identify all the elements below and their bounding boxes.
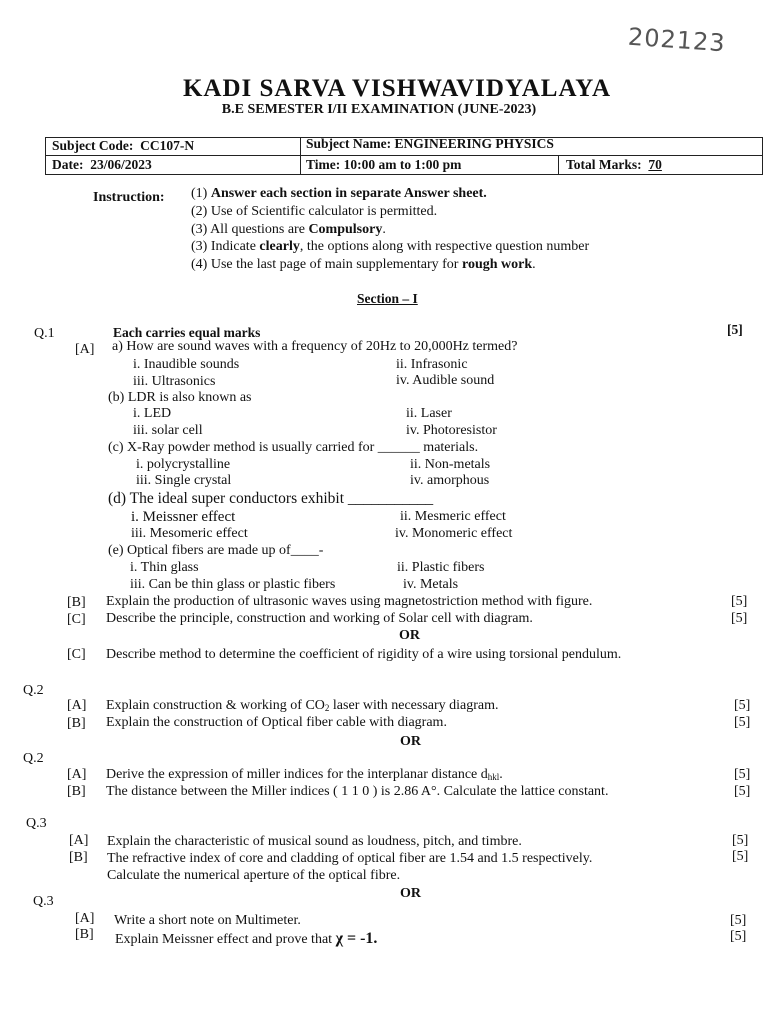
q3-a-label: [A]	[69, 833, 89, 848]
mcq-a-option-3: iii. Ultrasonics	[133, 374, 216, 389]
subject-code: Subject Code: CC107-N	[52, 138, 195, 153]
mcq-c-option-1: i. polycrystalline	[136, 457, 231, 472]
q2-alt-label: Q.2	[23, 751, 44, 766]
subject-name: Subject Name: ENGINEERING PHYSICS	[306, 136, 554, 151]
instruction-4: (3) Indicate clearly, the options along with respective question number	[191, 239, 590, 254]
q1-marks: [5]	[727, 322, 743, 337]
mcq-e-option-2: ii. Plastic fibers	[397, 560, 485, 575]
q1-b-label: [B]	[67, 595, 86, 610]
mcq-c-option-4: iv. amorphous	[410, 473, 490, 488]
q2-b-marks: [5]	[734, 715, 751, 730]
q2-alt-b-text: The distance between the Miller indices ( 1 1 0 ) is 2.86 A°. Calculate the lattice constant.	[106, 784, 609, 799]
mcq-c-option-3: iii. Single crystal	[136, 473, 232, 488]
q2-alt-b-label: [B]	[67, 784, 86, 799]
mcq-d-option-4: iv. Monomeric effect	[395, 526, 513, 541]
instruction-5: (4) Use the last page of main supplementary for rough work.	[191, 257, 536, 272]
instruction-3: (3) All questions are Compulsory.	[191, 222, 386, 237]
mcq-b-option-3: iii. solar cell	[133, 423, 203, 438]
q1-heading: Each carries equal marks	[113, 325, 261, 340]
q2-b-label: [B]	[67, 716, 86, 731]
q1-b-text: Explain the production of ultrasonic waves using magnetostriction method with figure.	[106, 594, 593, 609]
instruction-label: Instruction:	[93, 190, 165, 205]
exam-time: Time: 10:00 am to 1:00 pm	[306, 157, 462, 172]
mcq-c-question: (c) X-Ray powder method is usually carried for ______ materials.	[108, 440, 479, 455]
handwritten-number: 202123	[627, 22, 727, 58]
mcq-e-option-1: i. Thin glass	[130, 560, 199, 575]
instruction-1: (1) Answer each section in separate Answer sheet.	[191, 186, 487, 201]
q1-c-alt-text: Describe method to determine the coefficient of rigidity of a wire using torsional pendulum.	[106, 647, 622, 662]
q1-c-alt-label: [C]	[67, 647, 86, 662]
mcq-d-option-1: i. Meissner effect	[131, 509, 236, 525]
q3-alt-b-text: Explain Meissner effect and prove that χ = -1.	[115, 930, 378, 947]
q1-or: OR	[399, 628, 420, 643]
mcq-b-option-2: ii. Laser	[406, 406, 452, 421]
mcq-b-option-1: i. LED	[133, 406, 172, 421]
q3-b-text-2: Calculate the numerical aperture of the optical fibre.	[107, 868, 401, 883]
exam-title: B.E SEMESTER I/II EXAMINATION (JUNE-2023)	[221, 102, 537, 117]
mcq-e-option-4: iv. Metals	[403, 577, 459, 592]
q2-or: OR	[400, 734, 421, 749]
mcq-d-option-3: iii. Mesomeric effect	[131, 526, 248, 541]
q2-alt-a-marks: [5]	[734, 767, 751, 782]
q3-label: Q.3	[26, 816, 47, 831]
mcq-a-question: a) How are sound waves with a frequency of 20Hz to 20,000Hz termed?	[112, 339, 518, 354]
exam-date: Date: 23/06/2023	[52, 157, 152, 172]
q3-alt-b-label: [B]	[75, 927, 94, 942]
mcq-b-option-4: iv. Photoresistor	[406, 423, 497, 438]
university-title: KADI SARVA VISHWAVIDYALAYA	[182, 75, 612, 102]
q2-alt-a-text: Derive the expression of miller indices for the interplanar distance $d_{hkl}$.	[106, 767, 503, 782]
total-marks: Total Marks: 70	[566, 157, 662, 172]
q3-alt-b-marks: [5]	[730, 929, 747, 944]
q2-a-text: Explain construction & working of $CO_2$ laser with necessary diagram.	[106, 698, 499, 713]
mcq-a-option-2: ii. Infrasonic	[396, 357, 468, 372]
q3-alt-a-label: [A]	[75, 911, 95, 926]
mcq-c-option-2: ii. Non-metals	[410, 457, 491, 472]
mcq-d-question: (d) The ideal super conductors exhibit ___________	[108, 490, 434, 507]
q1-c-label: [C]	[67, 612, 86, 627]
instruction-2: (2) Use of Scientific calculator is permitted.	[191, 204, 438, 219]
q3-a-text: Explain the characteristic of musical sound as loudness, pitch, and timbre.	[107, 834, 522, 849]
mcq-a-option-1: i. Inaudible sounds	[133, 357, 240, 372]
q1-b-marks: [5]	[731, 594, 748, 609]
info-box	[45, 137, 763, 175]
mcq-e-option-3: iii. Can be thin glass or plastic fibers	[130, 577, 336, 592]
q3-b-label: [B]	[69, 850, 88, 865]
q3-or: OR	[400, 886, 421, 901]
q2-alt-b-marks: [5]	[734, 784, 751, 799]
q1-c-text: Describe the principle, construction and working of Solar cell with diagram.	[106, 611, 533, 626]
q3-alt-a-marks: [5]	[730, 913, 747, 928]
q1-c-marks: [5]	[731, 611, 748, 626]
q2-label: Q.2	[23, 683, 44, 698]
q2-a-label: [A]	[67, 698, 87, 713]
q3-a-marks: [5]	[732, 833, 749, 848]
q3-alt-a-text: Write a short note on Multimeter.	[114, 913, 301, 928]
q2-b-text: Explain the construction of Optical fiber cable with diagram.	[106, 715, 447, 730]
q3-alt-label: Q.3	[33, 894, 54, 909]
q1-part-a-label: [A]	[75, 342, 95, 357]
mcq-a-option-4: iv. Audible sound	[396, 373, 495, 388]
q2-a-marks: [5]	[734, 698, 751, 713]
q2-alt-a-label: [A]	[67, 767, 87, 782]
q3-b-marks: [5]	[732, 849, 749, 864]
q3-b-text: The refractive index of core and cladding of optical fiber are 1.54 and 1.5 respectively.	[107, 851, 593, 866]
mcq-d-option-2: ii. Mesmeric effect	[400, 509, 506, 524]
mcq-b-question: (b) LDR is also known as	[108, 390, 252, 405]
mcq-e-question: (e) Optical fibers are made up of____-	[108, 543, 324, 558]
q1-label: Q.1	[34, 326, 55, 341]
section-title: Section – I	[357, 291, 418, 306]
